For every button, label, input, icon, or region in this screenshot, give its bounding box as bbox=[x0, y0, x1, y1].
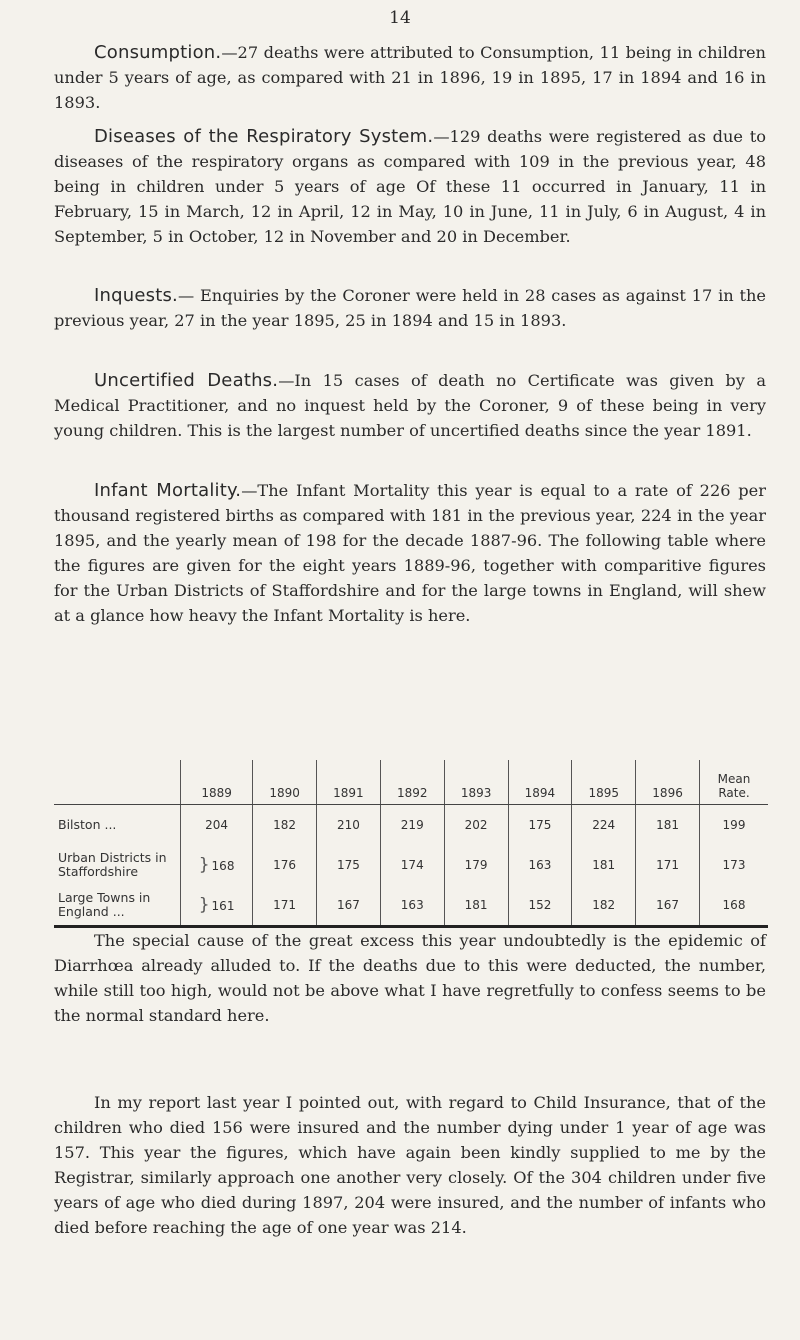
table-row bbox=[54, 845, 768, 885]
brace-icon: } bbox=[198, 855, 210, 875]
column-header: 1896 bbox=[636, 760, 700, 805]
table-cell: 210 bbox=[317, 805, 381, 846]
table-cell: 179 bbox=[444, 845, 508, 885]
table-cell: 163 bbox=[508, 845, 572, 885]
consumption-heading: Consumption. bbox=[94, 42, 222, 63]
table-cell: 202 bbox=[444, 805, 508, 846]
column-header: 1895 bbox=[572, 760, 636, 805]
row-label: Urban Districts in Staffordshire bbox=[58, 850, 167, 879]
column-header: 1889 bbox=[181, 760, 253, 805]
table-cell: 181 bbox=[636, 805, 700, 846]
table-cell: 199 bbox=[700, 805, 769, 846]
table-header-row bbox=[54, 760, 768, 805]
uncertified-paragraph bbox=[54, 368, 766, 443]
column-header: 1892 bbox=[380, 760, 444, 805]
inquests-paragraph bbox=[54, 283, 766, 333]
brace-icon: } bbox=[198, 895, 210, 915]
column-header: 1891 bbox=[317, 760, 381, 805]
table-row bbox=[54, 885, 768, 927]
table-cell: 181 bbox=[444, 885, 508, 927]
table-cell: 182 bbox=[572, 885, 636, 927]
page-number: 14 bbox=[389, 8, 411, 28]
table-cell: 176 bbox=[253, 845, 317, 885]
table-cell: 224 bbox=[572, 805, 636, 846]
table-cell: 171 bbox=[636, 845, 700, 885]
infant-heading: Infant Mortality. bbox=[94, 480, 242, 501]
closing-paragraph-1: The special cause of the great excess this year undoubtedly is the epidemic of Diarrhœa already alluded to. If the deaths due to this were deducted, the number, while still too high, would not be above what I have regretfully to confess seems to be the normal standard here. bbox=[54, 931, 766, 1025]
cell-value: 168 bbox=[211, 859, 235, 873]
uncertified-text: —In 15 cases of death no Certificate was given by a Medical Practitioner, and no inquest held by the Coroner, 9 of these being in very young children. This is the largest number of uncertified deaths since the year 1891. bbox=[54, 371, 766, 440]
table-cell: 175 bbox=[317, 845, 381, 885]
table-cell bbox=[181, 885, 253, 927]
table-cell: 152 bbox=[508, 885, 572, 927]
table-row bbox=[54, 805, 768, 846]
row-label: Large Towns in England ... bbox=[54, 885, 181, 927]
cell-value: 161 bbox=[211, 899, 235, 913]
table-cell bbox=[181, 845, 253, 885]
column-header: 1894 bbox=[508, 760, 572, 805]
infant-text: —The Infant Mortality this year is equal to a rate of 226 per thousand registered births as compared with 181 in the previous year, 224 in the year 1895, and the yearly mean of 198 for the decade 1887-96. The following table where the figures are given for the eight years 1889-96, together with comparitive figures for the Urban Districts of Staffordshire and for the large towns in England, will shew at a glance how heavy the Infant Mortality is here. bbox=[54, 481, 766, 625]
row-label: Bilston ... bbox=[58, 817, 117, 832]
closing-paragraph-2: In my report last year I pointed out, with regard to Child Insurance, that of the children who died 156 were insured and the number dying under 1 year of age was 157. This year the figures, which have again been kindly supplied to me by the Registrar, similarly approach one another very closely. Of the 304 children under five years of age who died during 1897, 204 were insured, and the number of infants who died before reaching the age of one year was 214. bbox=[54, 1093, 766, 1237]
respiratory-heading: Diseases of the Respiratory System. bbox=[94, 126, 434, 147]
table-cell: 167 bbox=[636, 885, 700, 927]
inquests-heading: Inquests. bbox=[94, 285, 178, 306]
table-cell: 167 bbox=[317, 885, 381, 927]
column-header: Mean Rate. bbox=[700, 760, 769, 805]
table-cell: 204 bbox=[181, 805, 253, 846]
table-cell: 163 bbox=[380, 885, 444, 927]
infant-paragraph bbox=[54, 478, 766, 628]
table-cell: 171 bbox=[253, 885, 317, 927]
table-cell: 175 bbox=[508, 805, 572, 846]
column-header: 1893 bbox=[444, 760, 508, 805]
respiratory-paragraph bbox=[54, 124, 766, 249]
inquests-text: — Enquiries by the Coroner were held in 28 cases as against 17 in the previous year, 27 in the year 1895, 25 in 1894 and 15 in 1893. bbox=[54, 286, 766, 330]
respiratory-text: —129 deaths were registered as due to diseases of the respiratory organs as compared with 109 in the previous year, 48 being in children under 5 years of age Of these 11 occurred in January, 11 in February, 15 in March, 12 in April, 12 in May, 10 in June, 11 in July, 6 in August, 4 in September, 5 in October, 12 in November and 20 in December. bbox=[54, 127, 766, 246]
consumption-text: —27 deaths were attributed to Consumption, 11 being in children under 5 years of age, as compared with 21 in 1896, 19 in 1895, 17 in 1894 and 16 in 1893. bbox=[54, 43, 766, 112]
table-cell: 219 bbox=[380, 805, 444, 846]
uncertified-heading: Uncertified Deaths. bbox=[94, 370, 279, 391]
column-header: 1890 bbox=[253, 760, 317, 805]
table-cell: 173 bbox=[700, 845, 769, 885]
infant-mortality-table bbox=[54, 760, 768, 928]
table-corner bbox=[54, 760, 181, 805]
table-cell: 174 bbox=[380, 845, 444, 885]
table-cell: 181 bbox=[572, 845, 636, 885]
table-cell: 168 bbox=[700, 885, 769, 927]
table-cell: 182 bbox=[253, 805, 317, 846]
consumption-paragraph bbox=[54, 40, 766, 115]
